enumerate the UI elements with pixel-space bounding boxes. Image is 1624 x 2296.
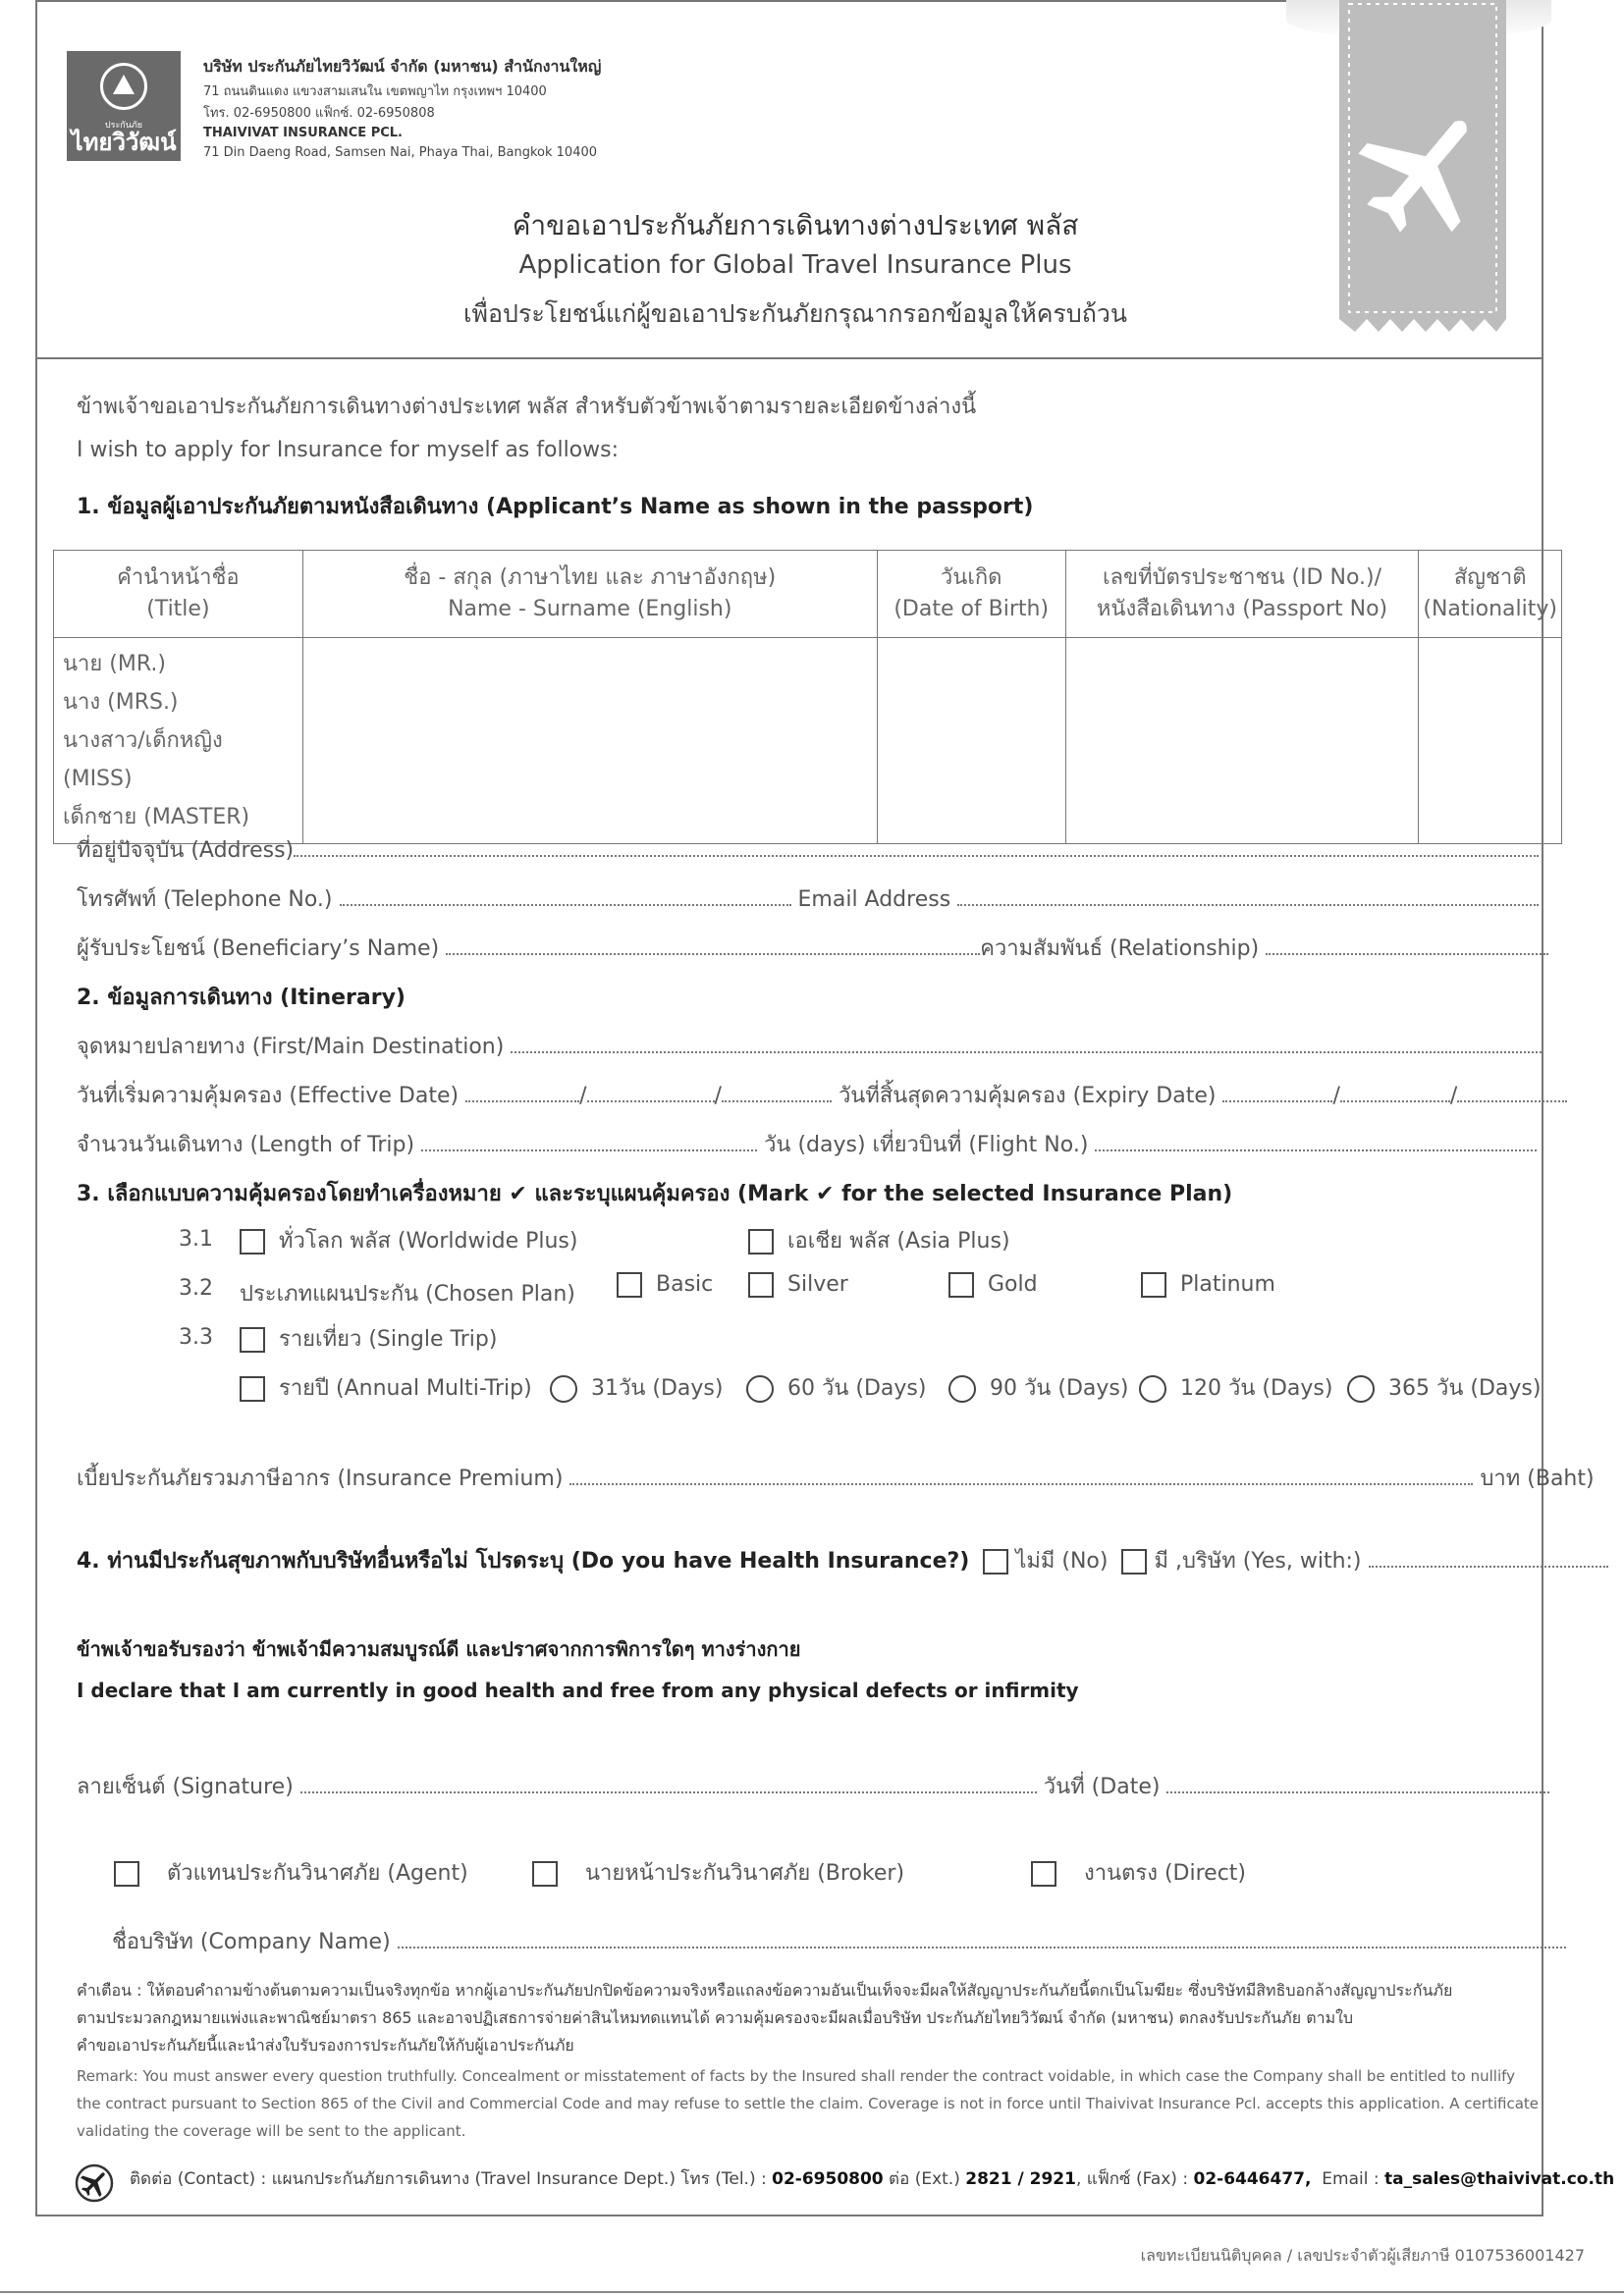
flight-no-label: วัน (days) เที่ยวบินที่ (Flight No.) — [764, 1133, 1089, 1157]
signature-row — [77, 1769, 1549, 1803]
worldwide-plus-option[interactable] — [240, 1223, 577, 1257]
checkmark-icon: ✔ — [509, 1182, 527, 1206]
days-90-label: 90 วัน (Days) — [990, 1376, 1129, 1401]
broker-label: นายหน้าประกันวินาศภัย (Broker) — [584, 1861, 905, 1886]
company-logo — [67, 51, 181, 161]
days-120-option[interactable] — [1139, 1370, 1332, 1405]
signature-field[interactable] — [300, 1791, 1037, 1793]
destination-field[interactable] — [511, 1051, 1542, 1053]
worldwide-plus-label: ทั่วโลก พลัส (Worldwide Plus) — [279, 1229, 578, 1254]
annual-trip-checkbox[interactable] — [240, 1376, 265, 1402]
annual-trip-option[interactable] — [240, 1370, 532, 1405]
nationality-cell[interactable] — [1419, 638, 1562, 844]
single-trip-checkbox[interactable] — [240, 1327, 265, 1353]
address-label: ที่อยู่ปัจจุบัน (Address) — [77, 838, 295, 863]
declaration-th: ข้าพเจ้าขอรับรองว่า ข้าพเจ้ามีความสมบูรณ์ดี และปราศจากการพิการใดๆ ทางร่างกาย — [77, 1637, 801, 1661]
logo-name-text: ไทยวิวัฒน์ — [71, 129, 177, 156]
col-id-header: เลขที่บัตรประชาชน (ID No.)/ หนังสือเดินทาง (Passport No) — [1065, 551, 1419, 638]
premium-unit: บาท (Baht) — [1480, 1467, 1595, 1491]
effective-year-field[interactable] — [722, 1100, 832, 1102]
logo-small-text: ประกันภัย — [104, 121, 143, 131]
plan-gold-option[interactable] — [948, 1272, 1038, 1298]
company-address-th: 71 ถนนดินแดง แขวงสามเสนใน เขตพญาไท กรุงเทพฯ 10400 — [203, 84, 547, 99]
direct-label: งานตรง (Direct) — [1083, 1861, 1246, 1886]
travel-ribbon — [1339, 0, 1506, 334]
days-365-label: 365 วัน (Days) — [1388, 1376, 1542, 1401]
expiry-day-field[interactable] — [1222, 1100, 1332, 1102]
contact-tel[interactable]: 02-6950800 — [772, 2169, 884, 2189]
date-separator: / — [1449, 1084, 1458, 1108]
col-title-header: คำนำหน้าชื่อ (Title) — [54, 551, 303, 638]
contact-fax: 02-6446477, — [1193, 2169, 1312, 2189]
company-name-th: บริษัท ประกันภัยไทยวิวัฒน์ จำกัด (มหาชน) สำนักงานใหญ่ — [203, 57, 602, 76]
applicant-table — [53, 550, 1562, 844]
plan-gold-checkbox[interactable] — [948, 1272, 974, 1298]
section2-heading: 2. ข้อมูลการเดินทาง (Itinerary) — [77, 986, 406, 1010]
agent-option[interactable] — [114, 1855, 468, 1890]
days-120-label: 120 วัน (Days) — [1180, 1376, 1333, 1401]
plan-silver-option[interactable] — [748, 1272, 848, 1298]
remark-line-2: the contract pursuant to Section 865 of the Civil and Commercial Code and may refuse to settle the claim. Coverage is not in force until Thaivivat Insurance Pcl. accepts this application. A certificate — [77, 2095, 1539, 2112]
title-option-mr[interactable]: นาย (MR.) — [63, 652, 166, 676]
title-option-miss[interactable]: นางสาว/เด็กหญิง (MISS) — [63, 728, 223, 791]
form-title-en: Application for Global Travel Insurance Plus — [518, 250, 1072, 280]
logo-emblem-icon — [100, 63, 147, 110]
phone-email-row — [77, 881, 1539, 916]
days-31-label: 31วัน (Days) — [591, 1376, 724, 1401]
company-name-label: ชื่อบริษัท (Company Name) — [112, 1930, 391, 1954]
broker-option[interactable] — [532, 1855, 904, 1890]
contact-fax-label: , แฟ็กซ์ (Fax) : — [1075, 2169, 1189, 2189]
contact-email-link[interactable]: ta_sales@thaivivat.co.th — [1383, 2169, 1615, 2189]
warning-line-1: คำเตือน : ให้ตอบคำถามข้างต้นตามความเป็นจริงทุกข้อ หากผู้เอาประกันภัยปกปิดข้อความจริงหรือแถลงข้อความอันเป็นเท็จจะมีผลให้สัญญาประกันภัยนี้ตกเป็นโมฆียะ ซึ่งบริษัทมีสิทธิบอกล้างสัญญาประกันภัย — [77, 1981, 1453, 2000]
dob-cell[interactable] — [877, 638, 1065, 844]
expiry-year-field[interactable] — [1457, 1100, 1567, 1102]
plan-basic-label: Basic — [656, 1272, 714, 1297]
address-row — [77, 832, 1539, 867]
health-insurance-yes-label: มี ,บริษัท (Yes, with:) — [1154, 1549, 1362, 1574]
registration-number: เลขทะเบียนนิติบุคคล / เลขประจำตัวผู้เสียภาษี 0107536001427 — [1140, 2246, 1585, 2265]
plan-platinum-label: Platinum — [1180, 1272, 1275, 1297]
applicant-row — [54, 638, 1562, 844]
trip-length-field[interactable] — [421, 1149, 757, 1151]
chosen-plan-label: ประเภทแผนประกัน (Chosen Plan) — [240, 1282, 575, 1307]
trip-length-label: จำนวนวันเดินทาง (Length of Trip) — [77, 1133, 415, 1157]
health-insurance-no-checkbox[interactable] — [983, 1549, 1008, 1575]
checkmark-icon: ✔ — [816, 1182, 835, 1206]
premium-field[interactable] — [569, 1483, 1473, 1485]
intro-th: ข้าพเจ้าขอเอาประกันภัยการเดินทางต่างประเทศ พลัส สำหรับตัวข้าพเจ้าตามรายละเอียดข้างล่างนี้ — [77, 395, 977, 419]
days-60-radio[interactable] — [746, 1375, 774, 1403]
effective-date-label: วันที่เริ่มความคุ้มครอง (Effective Date) — [77, 1084, 460, 1108]
single-trip-option[interactable] — [240, 1321, 497, 1356]
trip-length-row — [77, 1127, 1537, 1161]
days-90-radio[interactable] — [948, 1375, 976, 1403]
remark-line-1: Remark: You must answer every question truthfully. Concealment or misstatement of facts by the Insured shall render the contract voidable, in which case the Company shall be entitled to nullify — [77, 2067, 1516, 2085]
remark-line-3: validating the coverage will be sent to the applicant. — [77, 2122, 466, 2140]
days-31-option[interactable] — [550, 1370, 723, 1405]
title-option-mrs[interactable]: นาง (MRS.) — [63, 690, 179, 715]
applicant-table-header — [54, 551, 1562, 638]
premium-row — [77, 1461, 1595, 1495]
col-nationality-header: สัญชาติ (Nationality) — [1419, 551, 1562, 638]
beneficiary-row — [77, 931, 1548, 965]
destination-row — [77, 1029, 1542, 1063]
item-3-2-number: 3.2 — [179, 1276, 213, 1301]
destination-label: จุดหมายปลายทาง (First/Main Destination) — [77, 1035, 505, 1059]
relationship-label: ความสัมพันธ์ (Relationship) — [980, 936, 1260, 961]
plan-basic-option[interactable] — [617, 1272, 713, 1298]
agent-label: ตัวแทนประกันวินาศภัย (Agent) — [166, 1861, 468, 1886]
plan-silver-checkbox[interactable] — [748, 1272, 774, 1298]
company-name-field[interactable] — [398, 1947, 1566, 1949]
section4-heading: 4. ท่านมีประกันสุขภาพกับบริษัทอื่นหรือไม่ โปรดระบุ (Do you have Health Insurance?) — [77, 1549, 970, 1574]
contact-line — [130, 2165, 1614, 2192]
health-insurance-company-field[interactable] — [1369, 1566, 1608, 1568]
signature-date-field[interactable] — [1166, 1791, 1549, 1793]
premium-label: เบี้ยประกันภัยรวมภาษีอากร (Insurance Premium) — [77, 1467, 564, 1491]
direct-option[interactable] — [1031, 1855, 1246, 1890]
days-365-radio[interactable] — [1347, 1375, 1375, 1403]
effective-month-field[interactable] — [587, 1100, 715, 1102]
worldwide-plus-checkbox[interactable] — [240, 1229, 265, 1255]
days-365-option[interactable] — [1347, 1370, 1541, 1405]
asia-plus-checkbox[interactable] — [748, 1229, 774, 1255]
item-3-3-number: 3.3 — [179, 1325, 213, 1350]
beneficiary-label: ผู้รับประโยชน์ (Beneficiary’s Name) — [77, 936, 440, 961]
date-separator: / — [579, 1084, 587, 1108]
asia-plus-option[interactable] — [748, 1223, 1010, 1257]
plan-gold-label: Gold — [988, 1272, 1038, 1297]
id-cell[interactable] — [1065, 638, 1419, 844]
contact-ext-label: ต่อ (Ext.) — [889, 2169, 960, 2189]
days-90-option[interactable] — [948, 1370, 1128, 1405]
single-trip-label: รายเที่ยว (Single Trip) — [279, 1327, 498, 1352]
email-field[interactable] — [957, 904, 1539, 906]
plan-platinum-option[interactable] — [1141, 1272, 1275, 1298]
company-name-row — [112, 1924, 1566, 1958]
warning-line-2: ตามประมวลกฎหมายแพ่งและพาณิชย์มาตรา 865 และอาจปฏิเสธการจ่ายค่าสินไหมทดแทนได้ ความคุ้มครองจะมีผลเมื่อบริษัท ประกันภัยไทยวิวัฒน์ จำกัด (มหาชน) ตกลงรับประกันภัย ตามใบ — [77, 2008, 1354, 2027]
date-separator: / — [714, 1084, 722, 1108]
company-phone-fax: โทร. 02-6950800 แฟ็กซ์. 02-6950808 — [203, 106, 435, 121]
company-name-en: THAIVIVAT INSURANCE PCL. — [203, 126, 403, 140]
telephone-field[interactable] — [340, 904, 791, 906]
flight-no-field[interactable] — [1095, 1149, 1537, 1151]
form-title-th: คำขอเอาประกันภัยการเดินทางต่างประเทศ พลัส — [512, 209, 1079, 241]
company-address-en: 71 Din Daeng Road, Samsen Nai, Phaya Thai, Bangkok 10400 — [203, 145, 598, 160]
effective-day-field[interactable] — [465, 1100, 579, 1102]
item-3-1-number: 3.1 — [179, 1227, 213, 1252]
relationship-field[interactable] — [1266, 953, 1548, 955]
plan-basic-checkbox[interactable] — [617, 1272, 642, 1298]
plan-silver-label: Silver — [787, 1272, 848, 1297]
contact-ext: 2821 / 2921 — [965, 2169, 1076, 2189]
section3-heading: 3. เลือกแบบความคุ้มครองโดยทำเครื่องหมาย ✔ และระบุแผนคุ้มครอง (Mark ✔ for the selected Insurance Plan) — [77, 1182, 1233, 1206]
intro-en: I wish to apply for Insurance for myself as follows: — [77, 438, 620, 462]
email-label: Email Address — [797, 887, 951, 912]
beneficiary-field[interactable] — [446, 953, 980, 955]
expiry-date-label: วันที่สิ้นสุดความคุ้มครอง (Expiry Date) — [838, 1084, 1217, 1108]
title-cell[interactable] — [54, 638, 303, 844]
section4-row — [77, 1543, 1608, 1577]
signature-label: ลายเซ็นต์ (Signature) — [77, 1775, 294, 1799]
col-name-header: ชื่อ - สกุล (ภาษาไทย และ ภาษาอังกฤษ) Name - Surname (English) — [302, 551, 877, 638]
date-separator: / — [1332, 1084, 1340, 1108]
telephone-label: โทรศัพท์ (Telephone No.) — [77, 887, 333, 912]
dates-row — [77, 1078, 1567, 1112]
title-option-master[interactable]: เด็กชาย (MASTER) — [63, 805, 250, 829]
days-60-option[interactable] — [746, 1370, 926, 1405]
address-field[interactable] — [294, 855, 1539, 857]
health-insurance-yes-checkbox[interactable] — [1121, 1549, 1147, 1575]
warning-line-3: คำขอเอาประกันภัยนี้และนำส่งใบรับรองการประกันภัยให้กับผู้เอาประกันภัย — [77, 2036, 574, 2055]
col-dob-header: วันเกิด (Date of Birth) — [877, 551, 1065, 638]
days-120-radio[interactable] — [1139, 1375, 1166, 1403]
contact-prefix: ติดต่อ (Contact) : แผนกประกันภัยการเดินทาง (Travel Insurance Dept.) โทร (Tel.) : — [130, 2169, 767, 2189]
days-31-radio[interactable] — [550, 1375, 577, 1403]
name-cell[interactable] — [302, 638, 877, 844]
section1-heading: 1. ข้อมูลผู้เอาประกันภัยตามหนังสือเดินทาง (Applicant’s Name as shown in the passport) — [77, 495, 1034, 519]
bottom-rule — [0, 2291, 1624, 2293]
expiry-month-field[interactable] — [1340, 1100, 1450, 1102]
plan-platinum-checkbox[interactable] — [1141, 1272, 1166, 1298]
annual-trip-label: รายปี (Annual Multi-Trip) — [279, 1376, 532, 1401]
contact-email-label: Email : — [1322, 2169, 1380, 2189]
form-title-note: เพื่อประโยชน์แก่ผู้ขอเอาประกันภัยกรุณากรอกข้อมูลให้ครบถ้วน — [463, 299, 1127, 328]
asia-plus-label: เอเชีย พลัส (Asia Plus) — [787, 1229, 1010, 1254]
broker-checkbox[interactable] — [532, 1861, 558, 1887]
declaration-en: I declare that I am currently in good health and free from any physical defects or infirmity — [77, 1679, 1079, 1702]
header-divider — [35, 357, 1543, 359]
signature-date-label: วันที่ (Date) — [1043, 1775, 1161, 1799]
direct-checkbox[interactable] — [1031, 1861, 1056, 1887]
agent-checkbox[interactable] — [114, 1861, 139, 1887]
airplane-contact-icon — [75, 2163, 114, 2203]
days-60-label: 60 วัน (Days) — [787, 1376, 927, 1401]
health-insurance-no-label: ไม่มี (No) — [1015, 1549, 1109, 1574]
